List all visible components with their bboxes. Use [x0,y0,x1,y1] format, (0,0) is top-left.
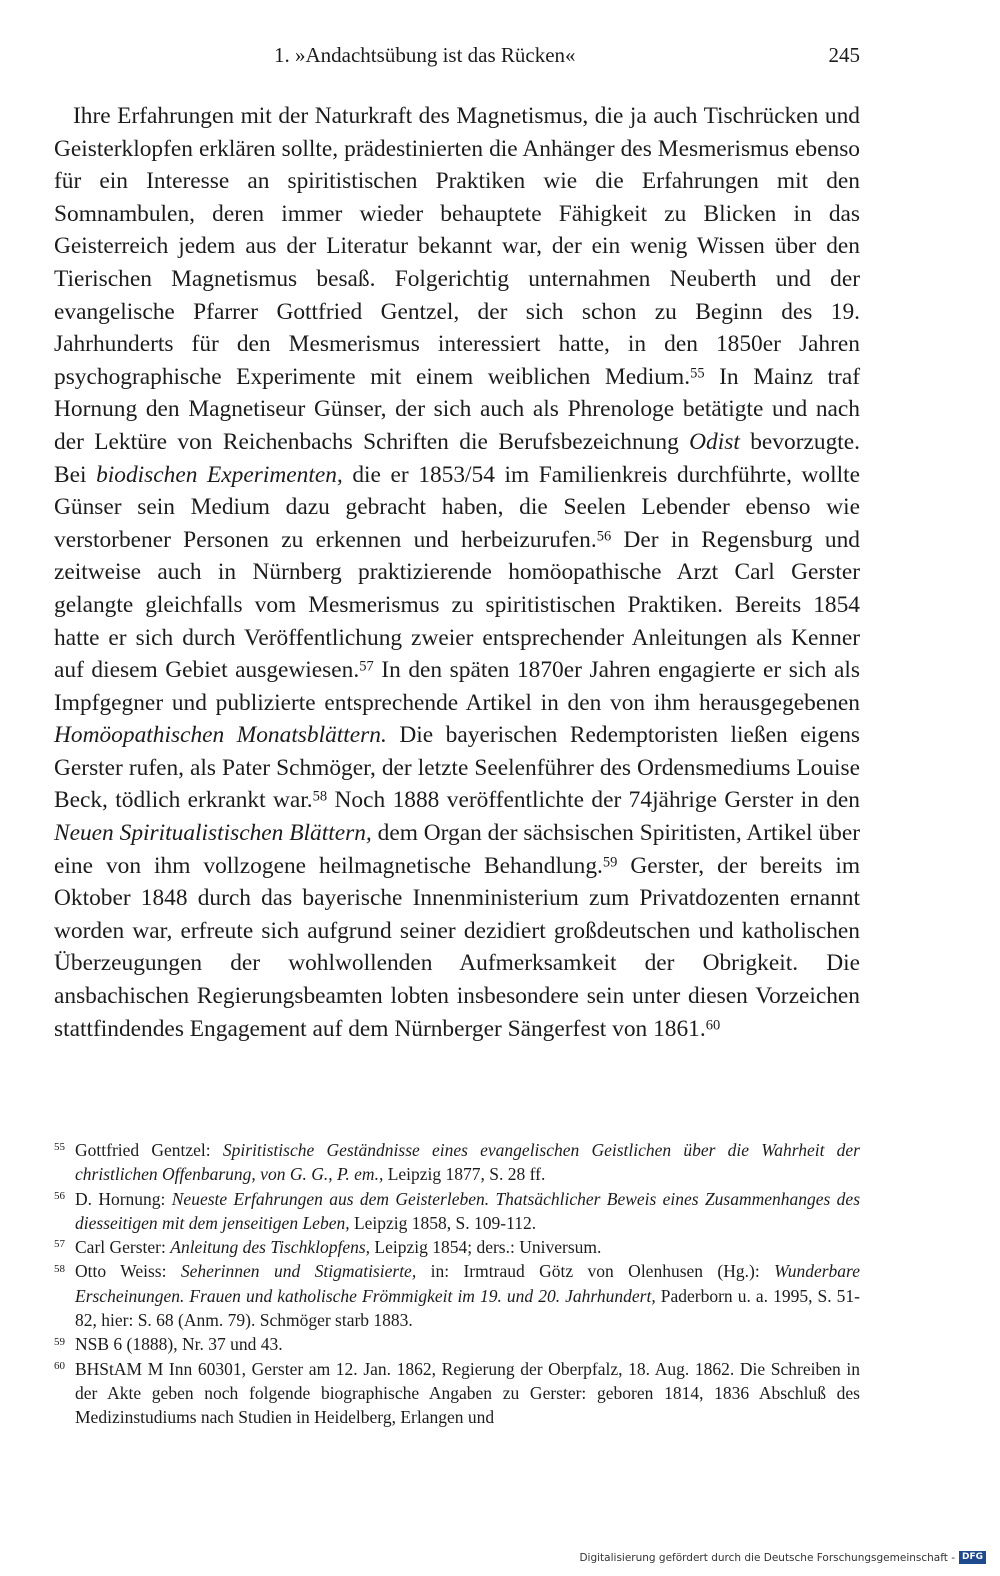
footnote-number: 56 [54,1189,65,1202]
footnote-55 [54,1138,860,1187]
body-text-segment: dem Organ der sächsischen Spiritisten, Artikel über eine von ihm vollzogene heilmagnetische Behandlung. [54,820,860,879]
footnote-text: Paderborn u. a. 1995, S. 51-82, hier: S. 68 (Anm. 79). Schmöger starb 1883. [75,1285,860,1331]
footnotes [54,1138,860,1430]
footnote-text: Otto Weiss: [75,1261,181,1282]
italic-term-biodisch: biodischen Experimenten, [96,461,343,488]
body-text-segment: die er 1853/54 im Familienkreis durchführte, wollte Günser sein Medium dazu gebracht haben, die Seelen Lebender ebenso wie verstorbener Personen zu erkennen und herbeizurufen. [54,461,860,553]
footnote-ref-58[interactable]: 58 [312,788,328,805]
footnote-number: 59 [54,1335,65,1348]
footnote-58 [54,1259,860,1332]
italic-title-homoeopathische: Homöopathischen Monatsblättern. [54,722,387,749]
footnote-ref-60[interactable]: 60 [705,1017,721,1034]
footnote-title: Anleitung des Tischklopfens, [170,1237,371,1258]
footnote-title: Spiritistische Geständnisse eines evangelischen Geistlichen über die Wahrheit der christlichen Offenbarung, von G. G., P. em., [75,1140,860,1185]
page-number: 245 [828,43,860,67]
footnote-text: NSB 6 (1888), Nr. 37 und 43. [75,1334,283,1355]
footnote-title: Neueste Erfahrungen aus dem Geisterleben. Thatsächlicher Beweis eines Zusammenhanges des diesseitigen mit dem jenseitigen Leben, [75,1188,861,1233]
footnote-60 [54,1357,860,1430]
footnote-ref-57[interactable]: 57 [359,658,374,675]
footnote-text: in: Irmtraud Götz von Olenhusen (Hg.): [416,1261,775,1282]
footnote-ref-56[interactable]: 56 [596,528,612,545]
italic-title-nsb: Neuen Spiritualistischen Blättern, [54,820,372,847]
body-text-segment: Die bayerischen Redemptoristen ließen eigens Gerster rufen, als Pater Schmöger, der letzte Seelenführer des Ordensmediums Louise Beck, tödlich erkrankt war. [54,722,860,814]
footnote-title: Seherinnen und Stigmatisierte, [180,1261,417,1282]
footnote-text: BHStAM M Inn 60301, Gerster am 12. Jan. 1862, Regierung der Oberpfalz, 18. Aug. 1862. Die Schreiben in der Akte geben noch folgende biographische Angaben zu Gerster: geboren 1814, 1836 Abschluß des Medizinstudiums nach Studien in Heidelberg, Erlangen und [75,1358,860,1428]
footnote-text: Carl Gerster: [75,1237,171,1258]
footnote-title: Wunderbare Erscheinungen. Frauen und katholische Frömmigkeit im 19. und 20. Jahrhundert, [75,1261,860,1306]
footnote-number: 58 [54,1262,65,1275]
footnote-text: Gottfried Gentzel: [75,1140,223,1160]
body-text-segment: In den späten 1870er Jahren engagierte er sich als Impfgegner und publizierte entsprechende Artikel in den von ihm herausgegebenen [54,657,861,716]
footnote-text: Leipzig 1877, S. 28 ff. [383,1164,546,1185]
digitization-credit [579,1551,986,1564]
italic-term-odist: Odist [689,428,740,455]
body-paragraph [54,100,860,1045]
footnote-text: Leipzig 1854; ders.: Universum. [370,1237,602,1258]
footnote-56 [54,1187,860,1236]
footnote-59 [54,1332,860,1356]
running-head-title: 1. »Andachtsübung ist das Rücken« [274,43,576,67]
body-text-segment: Gerster, der bereits im Oktober 1848 durch das bayerische Innenministerium zum Privatdozenten ernannt worden war, erfreute sich aufgrund seiner dezidiert großdeutschen und katholischen Überzeugungen der wohlwollenden Aufmerksamkeit der Obrigkeit. Die ansbachischen Regierungsbeamten lobten insbesondere sein unter diesen Vorzeichen stattfindendes Engagement auf dem Nürnberger Sängerfest von 1861. [54,852,861,1042]
footnote-number: 57 [54,1238,65,1251]
footnote-ref-59[interactable]: 59 [602,854,618,871]
footnote-text: D. Hornung: [75,1188,172,1209]
footnote-text: Leipzig 1858, S. 109-112. [349,1212,537,1233]
body-text-segment: Noch 1888 veröffentlichte der 74jährige Gerster in den [327,787,860,814]
credit-text: Digitalisierung gefördert durch die Deutsche Forschungsgemeinschaft - [579,1551,955,1564]
footnote-number: 55 [54,1141,65,1154]
body-text-segment: bevorzugte. Bei [54,428,860,488]
footnote-number: 60 [54,1359,65,1372]
body-text-segment: In Mainz traf Hornung den Magnetiseur Günser, der sich auch als Phrenologe betätigte und nach der Lektüre von Reichenbachs Schriften die Berufsbezeichnung [54,363,860,455]
body-text-segment: Der in Regensburg und zeitweise auch in Nürnberg praktizierende homöopathische Arzt Carl Gerster gelangte gleichfalls vom Mesmerismus zu spiritistischen Praktiken. Bereits 1854 hatte er sich durch Veröffentlichung zweier entsprechender Anleitungen als Kenner auf diesem Gebiet ausgewiesen. [54,526,860,684]
footnote-57 [54,1235,860,1259]
body-text-segment: Ihre Erfahrungen mit der Naturkraft des Magnetismus, die ja auch Tischrücken und Geisterklopfen erklären sollte, prädestinierten die Anhänger des Mesmerismus ebenso für ein Interesse an spiritistischen Praktiken wie die Erfahrungen mit den Somnambulen, deren immer wieder behauptete Fähigkeit zu Blicken in das Geisterreich jedem aus der Literatur bekannt war, der ein wenig Wissen über den Tierischen Magnetismus besaß. Folgerichtig unternahmen Neuberth und der evangelische Pfarrer Gottfried Gentzel, der sich schon zu Beginn des 19. Jahrhunderts für den Mesmerismus interessiert hatte, in den 1850er Jahren psychographische Experimente mit einem weiblichen Medium. [54,103,860,390]
dfg-logo: DFG [959,1551,986,1564]
footnote-ref-55[interactable]: 55 [690,365,705,382]
